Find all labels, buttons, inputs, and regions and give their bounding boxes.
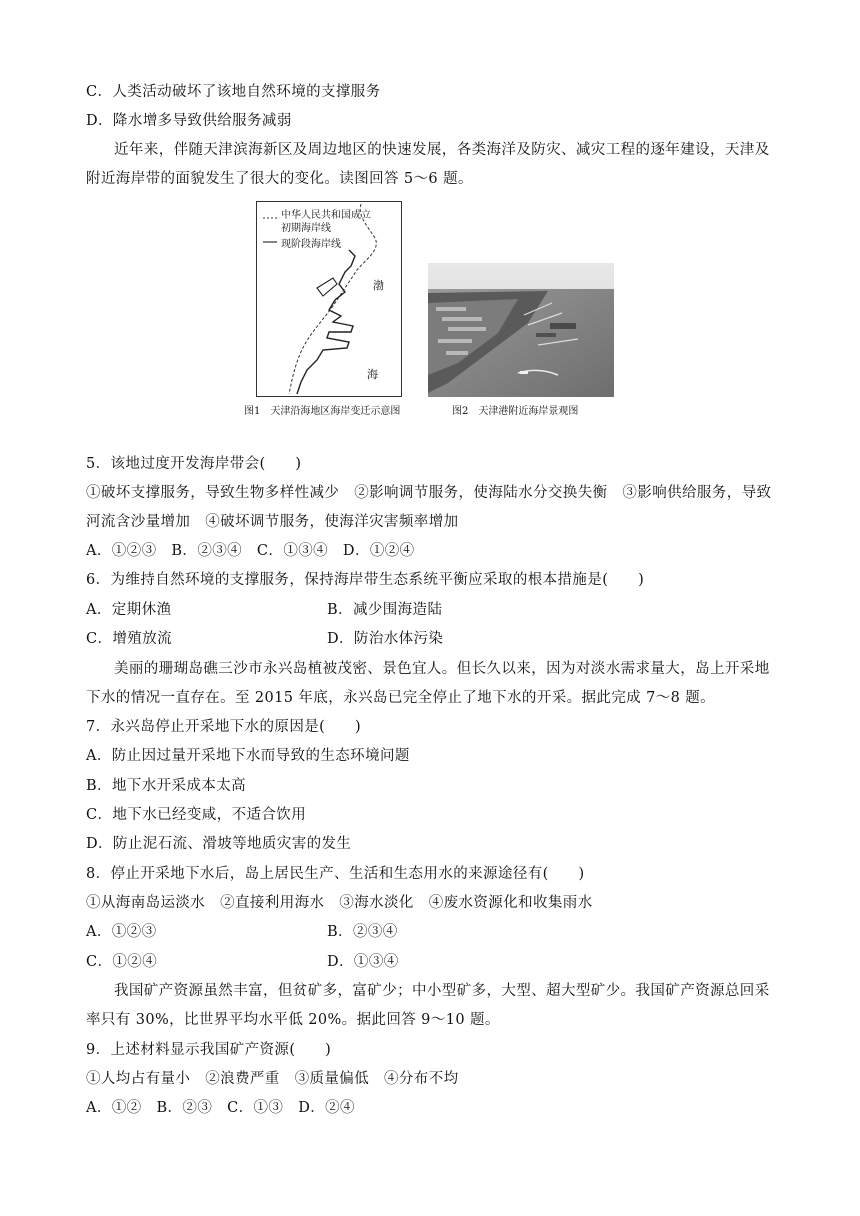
- question-5-options: A．①②③ B．②③④ C．①③④ D．①②④: [86, 543, 415, 559]
- question-7-option-b: B．地下水开采成本太高: [86, 778, 247, 794]
- passage-1-line-1: 近年来，伴随天津滨海新区及周边地区的快速发展，各类海洋及防灾、减灾工程的逐年建设，天津及: [114, 142, 770, 158]
- question-7-option-a: A．防止因过量开采地下水而导致的生态环境问题: [86, 748, 410, 764]
- question-6-option-b: B．减少围海造陆: [327, 602, 443, 618]
- question-8-option-c: C．①②④: [86, 954, 158, 970]
- current-coastline: [297, 250, 355, 394]
- question-7-option-c: C．地下水已经变咸，不适合饮用: [86, 807, 307, 823]
- reclaimed-land-shape: [317, 278, 337, 296]
- passage-2-line-2: 下水的情况一直存在。至 2015 年底，永兴岛已完全停止了地下水的开采。据此完成 7～8 题。: [86, 690, 716, 706]
- question-5-statements-1: ①破坏支撑服务，导致生物多样性减少 ②影响调节服务，使海陆水分交换失衡 ③影响供给服务，导致: [86, 485, 772, 501]
- port-aerial-photo: [428, 263, 614, 397]
- figure1-caption: 图1 天津沿海地区海岸变迁示意图: [244, 406, 401, 417]
- bohai-label-bo: 渤: [373, 279, 384, 292]
- question-6-option-a: A．定期休渔: [86, 602, 172, 618]
- question-8-option-a: A．①②③: [86, 924, 157, 940]
- legend-dashed-label: 中华人民共和国成立: [281, 210, 371, 221]
- question-8: 8．停止开采地下水后，岛上居民生产、生活和生态用水的来源途径有( ): [86, 866, 585, 882]
- question-6-option-c: C．增殖放流: [86, 631, 172, 647]
- question-8-option-b: B．②③④: [327, 924, 398, 940]
- question-9-options: A．①② B．②③ C．①③ D．②④: [86, 1100, 355, 1116]
- passage-3-line-2: 率只有 30%，比世界平均水平低 20%。据此回答 9～10 题。: [86, 1012, 500, 1028]
- line-c: C．人类活动破坏了该地自然环境的支撑服务: [86, 84, 381, 100]
- question-6: 6．为维持自然环境的支撑服务，保持海岸带生态系统平衡应采取的根本措施是( ): [86, 572, 645, 588]
- coastline-map: [256, 201, 402, 397]
- bohai-label-hai: 海: [367, 368, 378, 381]
- figure2-caption: 图2 天津港附近海岸景观图: [452, 406, 579, 417]
- line-d: D．降水增多导致供给服务减弱: [86, 113, 292, 129]
- passage-2-line-1: 美丽的珊瑚岛礁三沙市永兴岛植被茂密、景色宜人。但长久以来，因为对淡水需求量大，岛上开采地: [114, 661, 770, 677]
- passage-1-line-2: 附近海岸带的面貌发生了很大的变化。读图回答 5～6 题。: [86, 171, 473, 187]
- question-7-option-d: D．防止泥石流、滑坡等地质灾害的发生: [86, 836, 352, 852]
- question-8-statements: ①从海南岛运淡水 ②直接利用海水 ③海水淡化 ④废水资源化和收集雨水: [86, 895, 593, 911]
- question-6-option-d: D．防治水体污染: [327, 631, 444, 647]
- passage-3-line-1: 我国矿产资源虽然丰富，但贫矿多，富矿少；中小型矿多，大型、超大型矿少。我国矿产资源总回采: [114, 983, 770, 999]
- question-8-option-d: D．①③④: [327, 954, 399, 970]
- legend-solid-label: 现阶段海岸线: [281, 239, 341, 250]
- question-5-statements-2: 河流含沙量增加 ④破坏调节服务，使海洋灾害频率增加: [86, 514, 459, 530]
- port-photo-svg: [428, 263, 614, 397]
- question-9: 9．上述材料显示我国矿产资源( ): [86, 1042, 332, 1058]
- question-5: 5．该地过度开发海岸带会( ): [86, 456, 302, 472]
- legend-dashed-label-2: 初期海岸线: [281, 223, 331, 234]
- question-9-statements: ①人均占有量小 ②浪费严重 ③质量偏低 ④分布不均: [86, 1071, 459, 1087]
- question-7: 7．永兴岛停止开采地下水的原因是( ): [86, 719, 362, 735]
